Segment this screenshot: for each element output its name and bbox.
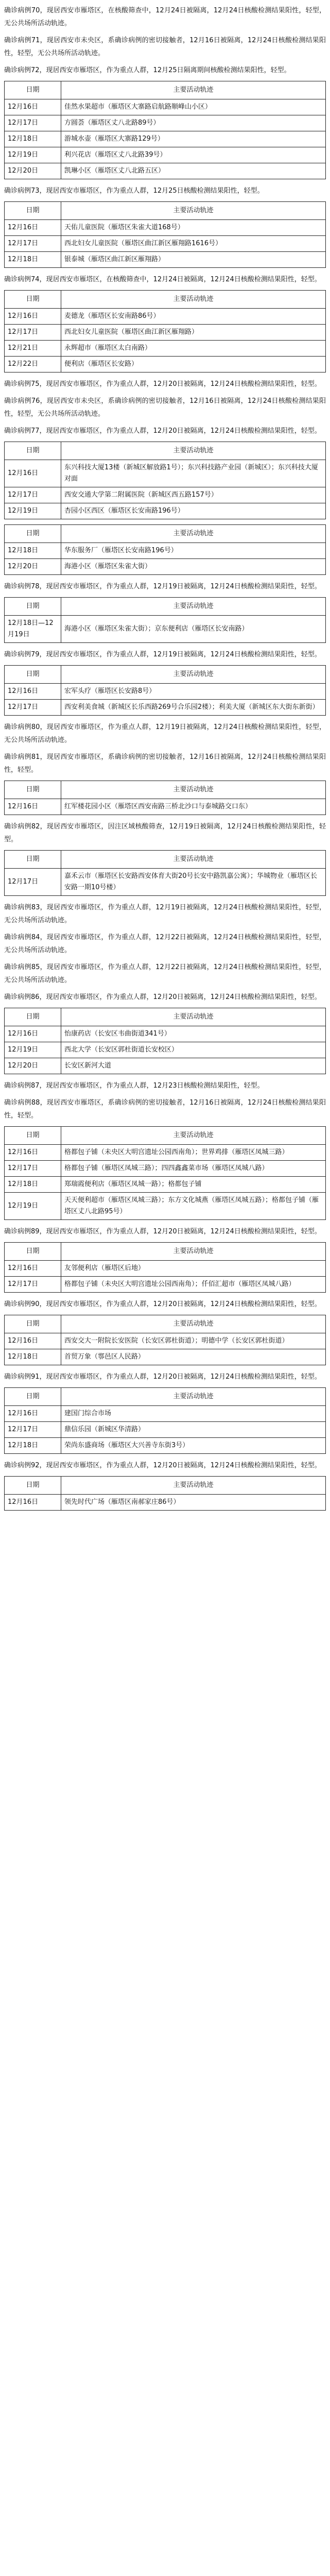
track-table: [4, 81, 326, 179]
table-row: [5, 1026, 326, 1042]
location-column-header: 主要活动轨迹: [61, 202, 326, 220]
date-cell: 12月17日: [5, 1422, 61, 1438]
location-column-header: 主要活动轨迹: [61, 81, 326, 99]
table-row: [5, 99, 326, 115]
table-header-row: [5, 781, 326, 799]
track-table: [4, 1476, 326, 1511]
location-column-header: 主要活动轨迹: [61, 781, 326, 799]
case-paragraph: 确诊病例83，现居西安市雁塔区，作为重点人群，12月19日被隔离，12月24日核酸检测结果阳性，轻型，无公共场所活动轨迹。: [4, 904, 326, 924]
date-cell: 12月18日: [5, 1177, 61, 1193]
table-row: [5, 115, 326, 131]
date-column-header: 日期: [5, 1477, 61, 1495]
table-row: [5, 309, 326, 325]
location-cell: 建国门综合市场: [61, 1406, 326, 1422]
track-table: [4, 781, 326, 815]
location-cell: 郑瑞霞便利店（雁塔区凤城一路）；格都包子铺: [61, 1177, 326, 1193]
location-cell: 游城水壶（雁塔区大寨路129号）: [61, 131, 326, 147]
track-table: [4, 665, 326, 716]
table-header-row: [5, 1127, 326, 1145]
location-column-header: 主要活动轨迹: [61, 1477, 326, 1495]
date-cell: 12月16日: [5, 1026, 61, 1042]
location-cell: 格都包子铺（雁塔区凤城三路）；四四鑫鑫菜市场（雁塔区凤城八路）: [61, 1161, 326, 1177]
date-cell: 12月19日: [5, 147, 61, 163]
table-row: [5, 684, 326, 700]
table-row: [5, 357, 326, 372]
table-row: [5, 147, 326, 163]
location-cell: 西北妇女儿童医院（雁塔区曲江新区雁翔路1616号）: [61, 236, 326, 252]
table-row: [5, 1177, 326, 1193]
date-cell: 12月18日: [5, 1349, 61, 1365]
table-header-row: [5, 598, 326, 616]
table-row: [5, 543, 326, 559]
location-column-header: 主要活动轨迹: [61, 1315, 326, 1333]
case-paragraph: 确诊病例70，现居西安市雁塔区，在核酸筛查中，12月24日被隔离，12月24日核酸检测结果阳性，轻型，无公共场所活动轨迹。: [4, 7, 326, 27]
location-cell: 佳然水果超市（雁塔区大寨路启航路顺峰山小区）: [61, 99, 326, 115]
date-cell: 12月16日: [5, 309, 61, 325]
date-column-header: 日期: [5, 1243, 61, 1261]
table-row: [5, 131, 326, 147]
location-column-header: 主要活动轨迹: [61, 1127, 326, 1145]
track-table: [4, 1315, 326, 1365]
location-cell: 凯琳小区（雁塔区丈八北路五区）: [61, 163, 326, 179]
table-row: [5, 869, 326, 896]
location-cell: 长安区新河大道: [61, 1058, 326, 1074]
track-table: [4, 290, 326, 372]
table-header-row: [5, 1477, 326, 1495]
date-column-header: 日期: [5, 781, 61, 799]
date-cell: 12月16日: [5, 799, 61, 815]
date-column-header: 日期: [5, 1127, 61, 1145]
location-cell: 东兴科技大厦13楼（新城区解放路1号）；东兴科技路产业园（新城区）；东兴科技大厦对面: [61, 460, 326, 487]
location-column-header: 主要活动轨迹: [61, 1243, 326, 1261]
case-paragraph: 确诊病例73，现居西安市雁塔区，作为重点人群，12月25日核酸检测结果阳性，轻型。: [4, 187, 264, 195]
date-cell: 12月16日: [5, 460, 61, 487]
location-cell: 西北妇女儿童医院（雁塔区曲江新区雁翔路）: [61, 325, 326, 341]
table-row: [5, 503, 326, 519]
location-cell: 海港小区（雁塔区朱雀大街）: [61, 559, 326, 575]
location-cell: 杏园小区西区（雁塔区长安南路196号）: [61, 503, 326, 519]
table-row: [5, 1042, 326, 1058]
location-cell: 怡康药店（长安区韦曲街道341号）: [61, 1026, 326, 1042]
table-row: [5, 799, 326, 815]
track-table: [4, 201, 326, 268]
location-cell: 华东服务厂（雁塔区长安南路196号）: [61, 543, 326, 559]
table-row: [5, 236, 326, 252]
date-column-header: 日期: [5, 202, 61, 220]
table-header-row: [5, 1315, 326, 1333]
location-cell: 麦德龙（雁塔区长安南路86号）: [61, 309, 326, 325]
table-row: [5, 487, 326, 503]
date-cell: 12月18日: [5, 1438, 61, 1454]
table-row: [5, 1261, 326, 1277]
case-paragraph: 确诊病例84，现居西安市雁塔区，作为重点人群，12月22日被隔离，12月24日核酸检测结果阳性，轻型，无公共场所活动轨迹。: [4, 934, 326, 954]
location-cell: 西北大学（长安区郭杜街道长安校区）: [61, 1042, 326, 1058]
table-row: [5, 700, 326, 716]
track-table: [4, 1387, 326, 1454]
date-column-header: 日期: [5, 1008, 61, 1026]
case-paragraph: 确诊病例88，现居西安市雁塔区，系确诊病例的密切接触者，12月16日被隔离，12月24日核酸检测结果阳性，轻型。: [4, 1099, 326, 1120]
table-header-row: [5, 1008, 326, 1026]
date-cell: 12月16日: [5, 220, 61, 236]
location-cell: 便利店（雁塔区长安路）: [61, 357, 326, 372]
table-header-row: [5, 666, 326, 684]
table-header-row: [5, 1243, 326, 1261]
date-cell: 12月17日: [5, 487, 61, 503]
table-row: [5, 1161, 326, 1177]
case-paragraph: 确诊病例85，现居西安市雁塔区，作为重点人群，12月22日被隔离，12月24日核酸检测结果阳性，轻型，无公共场所活动轨迹。: [4, 963, 326, 984]
table-row: [5, 1058, 326, 1074]
location-cell: 友邻便利店（雁塔区后地）: [61, 1261, 326, 1277]
date-cell: 12月17日: [5, 1161, 61, 1177]
date-cell: 12月16日: [5, 99, 61, 115]
date-cell: 12月17日: [5, 236, 61, 252]
case-paragraph: 确诊病例81，现居西安市雁塔区，系确诊病例的密切接触者，12月16日被隔离，12月24日核酸检测结果阳性，轻型。: [4, 753, 326, 774]
date-cell: 12月20日: [5, 163, 61, 179]
location-cell: 荣尚东盛商场（雁塔区大兴善寺东街3号）: [61, 1438, 326, 1454]
date-cell: 12月20日: [5, 1058, 61, 1074]
date-cell: 12月19日: [5, 503, 61, 519]
location-cell: 永辉超市（雁塔区太白南路）: [61, 341, 326, 357]
date-cell: 12月16日: [5, 1333, 61, 1349]
location-column-header: 主要活动轨迹: [61, 1388, 326, 1406]
date-cell: 12月22日: [5, 357, 61, 372]
date-cell: 12月17日: [5, 700, 61, 716]
case-paragraph: 确诊病例72，现居西安市雁塔区，作为重点人群，12月25日隔离期间核酸检测结果阳性，轻型。: [4, 66, 291, 74]
date-column-header: 日期: [5, 666, 61, 684]
case-paragraph: 确诊病例87，现居西安市雁塔区，作为重点人群，12月23日核酸检测结果阳性，轻型。: [4, 1082, 264, 1090]
date-cell: 12月16日: [5, 1145, 61, 1161]
table-header-row: [5, 525, 326, 543]
date-column-header: 日期: [5, 1315, 61, 1333]
table-row: [5, 1406, 326, 1422]
date-cell: 12月16日: [5, 1406, 61, 1422]
track-table: [4, 850, 326, 896]
track-table: [4, 442, 326, 519]
track-table: [4, 597, 326, 643]
location-cell: 西安交大一附院长安医院（长安区郭杜街道）；明德中学（长安区郭杜街道）: [61, 1333, 326, 1349]
case-paragraph: 确诊病例91，现居西安市雁塔区，作为重点人群，12月20日被隔离，12月24日核酸检测结果阳性，轻型。: [4, 1373, 321, 1381]
case-paragraph: 确诊病例77，现居西安市雁塔区，作为重点人群，12月20日被隔离，12月24日核酸检测结果阳性，轻型。: [4, 427, 321, 435]
location-cell: 红军楼花园小区（雁塔区西安南路三桥北沙口与泰城路交口东）: [61, 799, 326, 815]
case-paragraph: 确诊病例74，现居西安市雁塔区，在核酸筛查中，12月24日被隔离，12月24日核酸检测结果阳性，轻型。: [4, 276, 321, 283]
location-cell: 海港小区（雁塔区朱雀大街）；京东便利店（雁塔区长安南路）: [61, 616, 326, 643]
table-header-row: [5, 1388, 326, 1406]
date-cell: 12月18日: [5, 131, 61, 147]
table-header-row: [5, 851, 326, 869]
location-cell: 天佑儿童医院（雁塔区朱雀大道168号）: [61, 220, 326, 236]
date-column-header: 日期: [5, 525, 61, 543]
location-cell: 宏军头疗（雁塔区长安路8号）: [61, 684, 326, 700]
case-paragraph: 确诊病例90，现居西安市雁塔区，作为重点人群，12月20日被隔离，12月24日核酸检测结果阳性，轻型。: [4, 1300, 321, 1308]
table-row: [5, 1438, 326, 1454]
case-paragraph: 确诊病例78，现居西安市雁塔区，作为重点人群，12月19日被隔离，12月24日核酸检测结果阳性，轻型。: [4, 583, 321, 590]
date-cell: 12月16日: [5, 1261, 61, 1277]
table-row: [5, 1333, 326, 1349]
table-row: [5, 616, 326, 643]
case-paragraph: 确诊病例86，现居西安市雁塔区，作为重点人群，12月20日被隔离，12月24日核酸检测结果阳性，轻型。: [4, 993, 321, 1001]
table-row: [5, 1145, 326, 1161]
location-column-header: 主要活动轨迹: [61, 442, 326, 460]
location-column-header: 主要活动轨迹: [61, 666, 326, 684]
date-cell: 12月17日: [5, 115, 61, 131]
date-cell: 12月20日: [5, 559, 61, 575]
case-paragraph: 确诊病例79，现居西安市雁塔区，作为重点人群，12月19日被隔离，12月24日核酸检测结果阳性，轻型。: [4, 651, 321, 658]
track-table: [4, 1008, 326, 1074]
table-row: [5, 559, 326, 575]
date-cell: 12月16日: [5, 684, 61, 700]
track-table: [4, 1126, 326, 1220]
location-cell: 格都包子铺（未央区大明宫遗址公园西南角）；世界鸡排（雁塔区凤城三路）: [61, 1145, 326, 1161]
table-row: [5, 460, 326, 487]
location-cell: 嘉禾云市（雁塔区长安路西安体育大街20号长安中路凯嘉公寓）；华城物业（雁塔区长安路一期10号楼）: [61, 869, 326, 896]
track-table: [4, 1242, 326, 1293]
table-row: [5, 325, 326, 341]
table-row: [5, 1193, 326, 1220]
date-cell: 12月19日: [5, 1193, 61, 1220]
table-header-row: [5, 442, 326, 460]
table-row: [5, 252, 326, 268]
table-row: [5, 163, 326, 179]
date-column-header: 日期: [5, 291, 61, 309]
date-cell: 12月19日: [5, 1042, 61, 1058]
case-paragraph: 确诊病例76，现居西安市未央区，系确诊病例的密切接触者，12月16日被隔离，12月24日核酸检测结果阳性，轻型，无公共场所活动轨迹。: [4, 397, 326, 418]
case-paragraph: 确诊病例82，现居西安市雁塔区，因注区域核酸筛查，12月19日被隔离，12月24日核酸检测结果阳性，轻型。: [4, 823, 326, 843]
location-column-header: 主要活动轨迹: [61, 291, 326, 309]
table-row: [5, 220, 326, 236]
location-column-header: 主要活动轨迹: [61, 598, 326, 616]
case-paragraph: 确诊病例89，现居西安市雁塔区，作为重点人群，12月20日被隔离，12月24日核酸检测结果阳性，轻型。: [4, 1228, 321, 1235]
table-header-row: [5, 81, 326, 99]
table-row: [5, 1422, 326, 1438]
location-cell: 利兴花店（雁塔区丈八北路39号）: [61, 147, 326, 163]
location-cell: 天天便利超市（雁塔区凤城三路）；东方文化城燕（雁塔区凤城五路）；格都包子铺（雁塔区丈八北路95号）: [61, 1193, 326, 1220]
date-cell: 12月21日: [5, 341, 61, 357]
location-cell: 领先时代广场（雁塔区南郝家庄86号）: [61, 1495, 326, 1511]
location-column-header: 主要活动轨迹: [61, 851, 326, 869]
date-column-header: 日期: [5, 598, 61, 616]
table-row: [5, 1495, 326, 1511]
date-cell: 12月18日—12月19日: [5, 616, 61, 643]
case-paragraph: 确诊病例71，现居西安市未央区，系确诊病例的密切接触者，12月16日被隔离，12月24日核酸检测结果阳性，轻型，无公共场所活动轨迹。: [4, 37, 326, 57]
location-column-header: 主要活动轨迹: [61, 525, 326, 543]
case-paragraph: 确诊病例80，现居西安市雁塔区，作为重点人群，12月19日被隔离，12月24日核酸检测结果阳性，轻型，无公共场所活动轨迹。: [4, 723, 326, 744]
date-column-header: 日期: [5, 1388, 61, 1406]
location-cell: 方圆荟（雁塔区丈八北路89号）: [61, 115, 326, 131]
table-header-row: [5, 202, 326, 220]
table-header-row: [5, 291, 326, 309]
table-row: [5, 1349, 326, 1365]
date-column-header: 日期: [5, 851, 61, 869]
date-cell: 12月17日: [5, 869, 61, 896]
location-cell: 西安交通大学第二附属医院（新城区西五路157号）: [61, 487, 326, 503]
table-row: [5, 1277, 326, 1293]
track-table: [4, 524, 326, 575]
case-paragraph: 确诊病例92，现居西安市雁塔区，作为重点人群，12月20日被隔离，12月24日核酸检测结果阳性，轻型。: [4, 1462, 321, 1469]
location-cell: 西安利美食城（新城区长乐西路269号合乐园2楼）；利美大厦（新城区东大街东新街）: [61, 700, 326, 716]
date-cell: 12月17日: [5, 325, 61, 341]
table-row: [5, 341, 326, 357]
location-column-header: 主要活动轨迹: [61, 1008, 326, 1026]
date-cell: 12月17日: [5, 1277, 61, 1293]
date-cell: 12月18日: [5, 543, 61, 559]
date-cell: 12月16日: [5, 1495, 61, 1511]
location-cell: 格都包子铺（未央区大明宫遗址公园西南角）；仟佰汇超市（雁塔区凤城八路）: [61, 1277, 326, 1293]
date-column-header: 日期: [5, 442, 61, 460]
case-paragraph: 确诊病例75，现居西安市雁塔区，作为重点人群，12月20日被隔离，12月24日核酸检测结果阳性，轻型。: [4, 380, 321, 388]
location-cell: 首贸万象（鄠邑区人民路）: [61, 1349, 326, 1365]
date-cell: 12月18日: [5, 252, 61, 268]
location-cell: 银泰城（雁塔区曲江新区雁翔路）: [61, 252, 326, 268]
location-cell: 鼎信乐园（新城区华清路）: [61, 1422, 326, 1438]
date-column-header: 日期: [5, 81, 61, 99]
